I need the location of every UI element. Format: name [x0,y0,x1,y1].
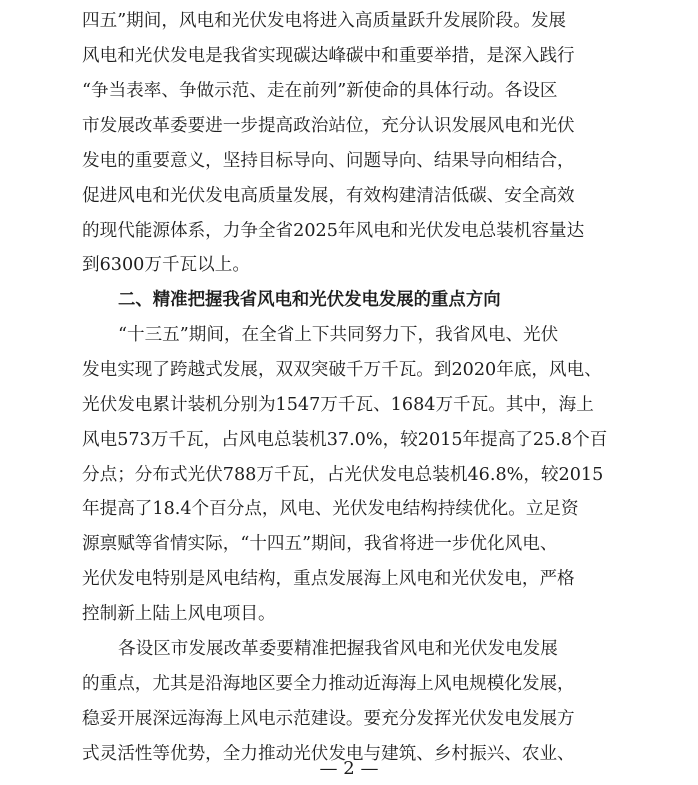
text-line: 到6300万千瓦以上。 [82,255,250,275]
text-line: 年提高了18.4个百分点，风电、光伏发电结构持续优化。立足资 [82,499,579,519]
text-line: 稳妥开展深远海海上风电示范建设。要充分发挥光伏发电发展方 [82,709,575,729]
text-line: 各设区市发展改革委要精准把握我省风电和光伏发电发展 [118,639,558,659]
text-line: 市发展改革委要进一步提高政治站位，充分认识发展风电和光伏 [82,116,575,136]
text-line: 发电的重要意义，坚持目标导向、问题导向、结果导向相结合， [82,151,575,171]
text-line: 控制新上陆上风电项目。 [82,604,276,624]
text-line: 的重点，尤其是沿海地区要全力推动近海海上风电规模化发展， [82,674,575,694]
text-line: 四五”期间，风电和光伏发电将进入高质量跃升发展阶段。发展 [82,11,567,31]
text-line: 风电573万千瓦，占风电总装机37.0%，较2015年提高了25.8个百 [82,430,608,450]
text-line: 促进风电和光伏发电高质量发展，有效构建清洁低碳、安全高效 [82,186,575,206]
text-line: 分点；分布式光伏788万千瓦，占光伏发电总装机46.8%，较2015 [82,465,604,485]
text-line: “十三五”期间，在全省上下共同努力下，我省风电、光伏 [118,325,559,345]
text-line: “争当表率、争做示范、走在前列”新使命的具体行动。各设区 [82,81,558,101]
text-line: 风电和光伏发电是我省实现碳达峰碳中和重要举措，是深入践行 [82,46,575,66]
text-line: 源禀赋等省情实际，“十四五”期间，我省将进一步优化风电、 [82,534,558,554]
text-line: 发电实现了跨越式发展，双双突破千万千瓦。到2020年底，风电、 [82,360,602,380]
text-line: 光伏发电特别是风电结构，重点发展海上风电和光伏发电，严格 [82,569,575,589]
text-line: 的现代能源体系，力争全省2025年风电和光伏发电总装机容量达 [82,221,585,241]
page-number: — 2 — [319,758,379,779]
text-line: 式灵活性等优势，全力推动光伏发电与建筑、乡村振兴、农业、 [82,744,575,764]
section-heading: 二、精准把握我省风电和光伏发电发展的重点方向 [118,290,501,310]
text-line: 光伏发电累计装机分别为1547万千瓦、1684万千瓦。其中，海上 [82,395,594,415]
